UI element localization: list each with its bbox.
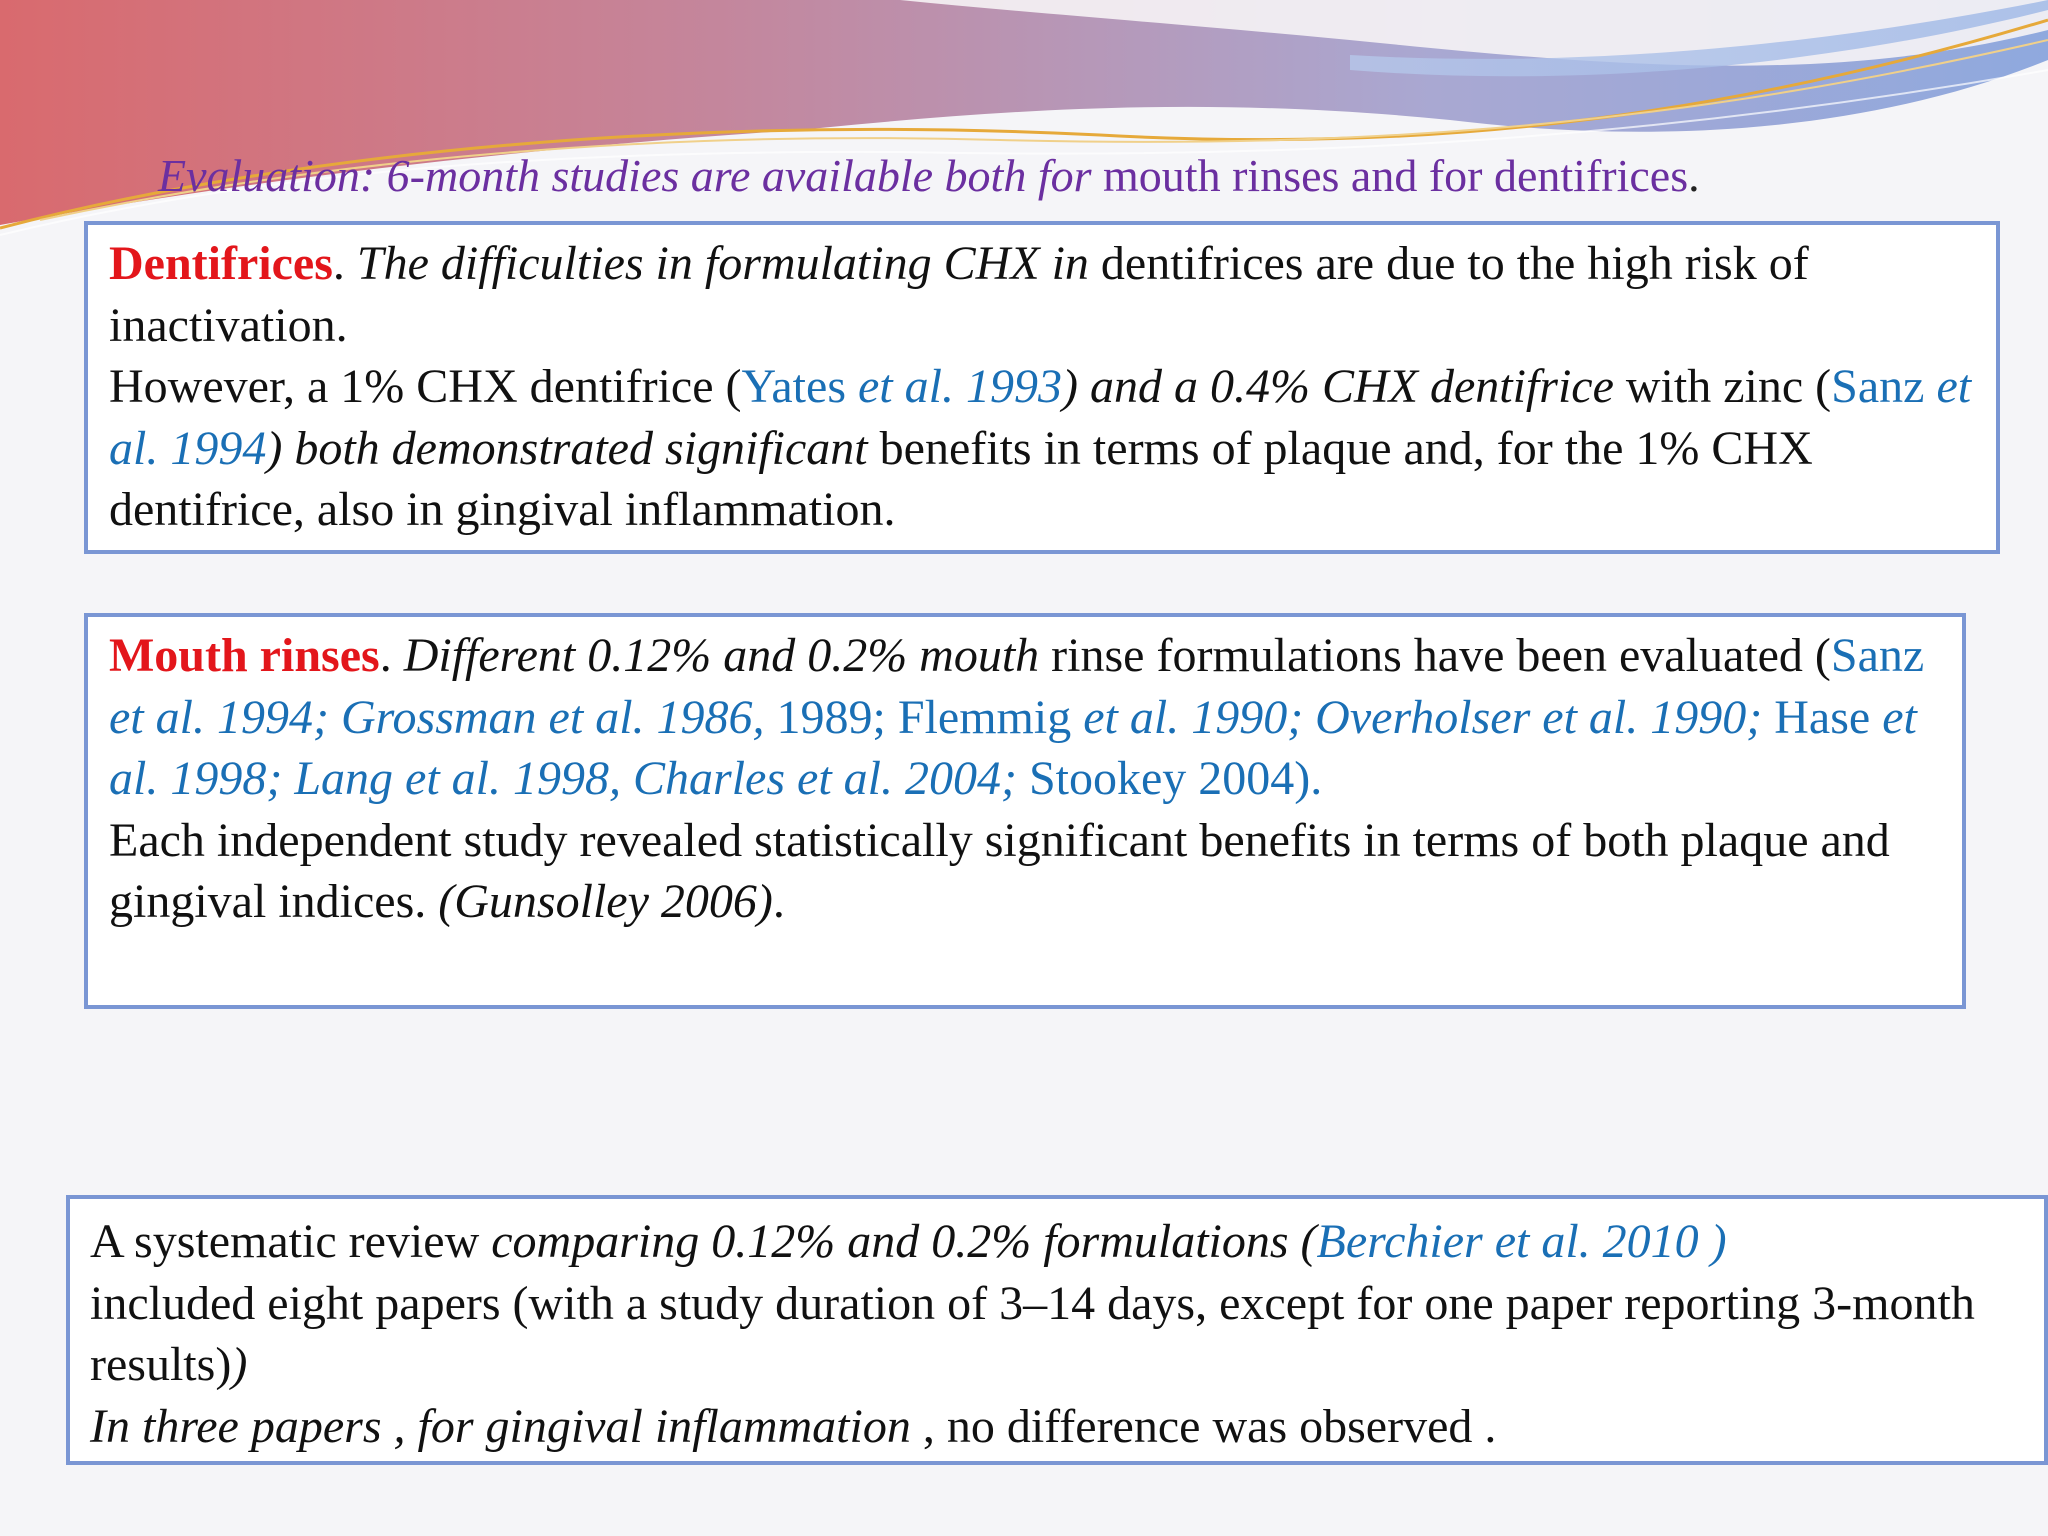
review-paragraph-3 xyxy=(90,1396,2038,1458)
citation-list-part-4: et al. 1990; Overholser et al. 1990; xyxy=(1083,690,1763,744)
dentifrices-p2-italic: ) both demonstrated significant xyxy=(266,421,868,475)
mouth-rinses-p2-end: . xyxy=(772,875,785,928)
citation-berchier: Berchier et al. 2010 xyxy=(1316,1215,1711,1268)
slide-heading xyxy=(158,148,2018,204)
citation-yates-name: Yates xyxy=(741,360,858,413)
dentifrices-keyword: Dentifrices xyxy=(109,237,333,290)
dentifrices-text: dentifrices are due to the high risk of inactivation. xyxy=(109,237,1809,352)
review-p1-close: ) xyxy=(1710,1215,1727,1268)
dentifrices-p2-start: However, a 1% CHX dentifrice ( xyxy=(109,360,742,413)
heading-period: . xyxy=(1688,150,1700,201)
review-p1-italic: comparing 0.12% and 0.2% formulations ( xyxy=(479,1215,1317,1268)
citation-list-part-1: Sanz xyxy=(1830,629,1925,682)
heading-normal-text: mouth rinses and for dentifrices xyxy=(1091,150,1689,201)
review-p1-text: A systematic review xyxy=(90,1215,480,1268)
dentifrices-p2-end: benefits in terms of plaque and, for the 1% CHX dentifrice, also in gingival inflammation. xyxy=(109,421,1813,536)
citation-gunsolley: (Gunsolley 2006) xyxy=(426,875,773,928)
mouth-rinses-text: rinse formulations have been evaluated ( xyxy=(1039,629,1831,682)
citation-list-part-6: et al. 1998; Lang et al. 1998, Charles et al. 2004; xyxy=(109,690,1917,805)
citation-sanz-name: Sanz xyxy=(1831,360,1937,413)
heading-italic-text: Evaluation: 6-month studies are available both for xyxy=(158,150,1092,201)
citation-sanz-etal: et al. 1994 xyxy=(109,360,1972,475)
dentifrices-p2-zinc: with zinc ( xyxy=(1613,360,1832,413)
citation-list-part-3: 1989; Flemmig xyxy=(776,690,1084,744)
systematic-review-box xyxy=(66,1195,2048,1465)
dentifrices-period: . xyxy=(332,237,345,290)
dentifrices-box xyxy=(84,221,2000,554)
review-p2-text: included eight papers (with a study duration of 3–14 days, except for one paper reporting 3-month results) xyxy=(90,1276,1975,1391)
mouth-rinses-paragraph-1 xyxy=(109,625,1942,810)
mouth-rinses-box xyxy=(84,613,1966,1009)
review-p2-close: ) xyxy=(231,1338,248,1391)
review-p3-italic: In three papers , for gingival inflammation xyxy=(90,1399,911,1453)
review-line-1 xyxy=(90,1211,2038,1273)
mouth-rinses-keyword: Mouth rinses xyxy=(109,629,380,682)
mouth-rinses-p2-text: Each independent study revealed statistically significant benefits in terms of both plaque and gingival indices. xyxy=(109,813,1890,928)
review-p3-text: , no difference was observed . xyxy=(910,1399,1497,1453)
citation-list-part-7: Stookey 2004). xyxy=(1016,752,1323,805)
mouth-rinses-period: . xyxy=(379,629,392,682)
mouth-rinses-paragraph-2 xyxy=(109,810,1942,933)
dentifrices-p2-mid: ) and a 0.4% CHX dentifrice xyxy=(1061,360,1614,413)
citation-list-part-2: et al. 1994; Grossman et al. 1986, xyxy=(109,690,777,744)
review-paragraph-2 xyxy=(90,1273,2038,1396)
mouth-rinses-italic-text: Different 0.12% and 0.2% mouth xyxy=(391,629,1040,682)
dentifrices-paragraph-1 xyxy=(109,233,1976,356)
citation-list-part-5: Hase xyxy=(1762,690,1883,744)
dentifrices-paragraph-2 xyxy=(109,356,1976,541)
citation-yates-etal: et al. 1993 xyxy=(858,360,1062,413)
dentifrices-italic-text: The difficulties in formulating CHX in xyxy=(344,237,1089,290)
